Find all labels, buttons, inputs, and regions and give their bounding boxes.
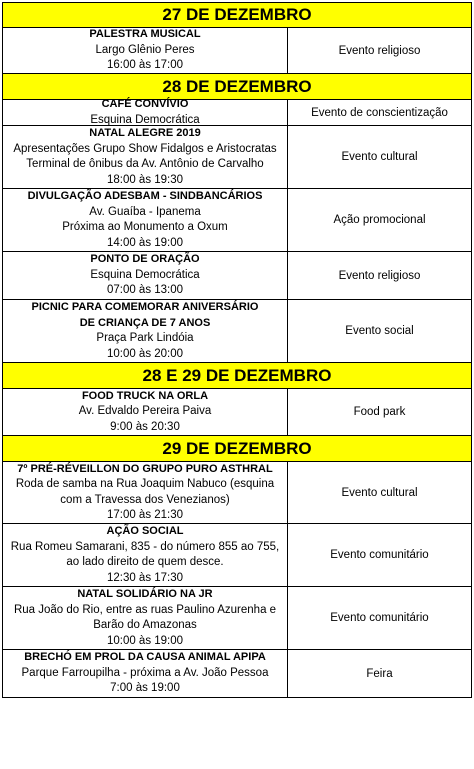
event-type-cell bbox=[288, 650, 471, 697]
event-detail-line: Roda de samba na Rua Joaquim Nabuco (esquina bbox=[15, 478, 275, 490]
event-detail-line: 10:00 às 20:00 bbox=[106, 347, 184, 360]
event-row bbox=[2, 587, 472, 650]
event-row bbox=[2, 389, 472, 436]
event-type: Evento cultural bbox=[341, 151, 418, 163]
event-details-cell bbox=[3, 587, 288, 649]
event-detail-line: Rua Romeu Samarani, 835 - do número 855 ao 755, bbox=[10, 540, 280, 553]
event-type-cell bbox=[288, 524, 471, 586]
event-type: Evento social bbox=[345, 325, 414, 337]
event-detail-line: Av. Edvaldo Pereira Paiva bbox=[78, 405, 212, 418]
event-row bbox=[2, 300, 472, 363]
event-details-cell bbox=[3, 252, 288, 299]
event-detail-line: 14:00 às 19:00 bbox=[106, 236, 184, 249]
event-details-cell bbox=[3, 524, 288, 586]
event-title: DE CRIANÇA DE 7 ANOS bbox=[79, 316, 211, 329]
event-detail-line: Praça Park Lindóia bbox=[96, 332, 194, 344]
event-detail-line: Próxima ao Monumento a Oxum bbox=[62, 221, 228, 233]
event-detail-line: Largo Glênio Peres bbox=[95, 43, 195, 56]
event-title: PALESTRA MUSICAL bbox=[89, 28, 201, 41]
event-title: PONTO DE ORAÇÃO bbox=[90, 253, 200, 266]
event-detail-line: Esquina Democrática bbox=[90, 268, 200, 281]
event-details-cell bbox=[3, 100, 288, 125]
event-detail-line: Terminal de ônibus da Av. Antônio de Carvalho bbox=[26, 158, 264, 170]
event-type-cell bbox=[288, 28, 471, 73]
event-detail-line: 07:00 às 13:00 bbox=[106, 284, 184, 297]
event-type-cell bbox=[288, 100, 471, 125]
event-row bbox=[2, 100, 472, 126]
event-type: Feira bbox=[366, 667, 393, 680]
event-type: Evento religioso bbox=[338, 44, 421, 57]
event-type-cell bbox=[288, 389, 471, 435]
event-detail-line: 16:00 às 17:00 bbox=[106, 59, 184, 72]
event-type: Evento comunitário bbox=[330, 612, 429, 624]
event-details-cell bbox=[3, 126, 288, 188]
day-header: 28 E 29 DE DEZEMBRO bbox=[2, 363, 472, 389]
event-title: NATAL SOLIDÁRIO NA JR bbox=[77, 588, 213, 600]
event-detail-line: Apresentações Grupo Show Fidalgos e Aristocratas bbox=[13, 142, 277, 155]
event-type: Evento de conscientização bbox=[311, 106, 448, 119]
event-detail-line: 10:00 às 19:00 bbox=[106, 634, 184, 647]
event-type-cell bbox=[288, 126, 471, 188]
event-details-cell bbox=[3, 650, 288, 697]
day-header: 28 DE DEZEMBRO bbox=[2, 74, 472, 100]
event-title: 7º PRÉ-RÉVEILLON DO GRUPO PURO ASTHRAL bbox=[17, 462, 273, 475]
event-detail-line: Parque Farroupilha - próxima a Av. João Pessoa bbox=[21, 666, 269, 679]
event-row bbox=[2, 650, 472, 698]
event-type-cell bbox=[288, 462, 471, 523]
event-detail-line: Av. Guaíba - Ipanema bbox=[89, 205, 201, 218]
event-type-cell bbox=[288, 587, 471, 649]
event-detail-line: Barão do Amazonas bbox=[93, 619, 197, 631]
event-detail-line: 9:00 às 20:30 bbox=[110, 420, 180, 433]
event-row bbox=[2, 189, 472, 252]
event-row bbox=[2, 524, 472, 587]
event-row bbox=[2, 462, 472, 524]
event-details-cell bbox=[3, 300, 288, 362]
event-title: NATAL ALEGRE 2019 bbox=[89, 127, 201, 139]
event-type: Evento cultural bbox=[341, 486, 418, 499]
day-header: 29 DE DEZEMBRO bbox=[2, 436, 472, 462]
event-row bbox=[2, 126, 472, 189]
event-row bbox=[2, 252, 472, 300]
event-details-cell bbox=[3, 189, 288, 251]
event-detail-line: com a Travessa dos Venezianos) bbox=[60, 493, 230, 506]
event-row bbox=[2, 28, 472, 74]
event-detail-line: ao lado direito de quem desce. bbox=[66, 556, 224, 568]
event-detail-line: 7:00 às 19:00 bbox=[110, 682, 180, 695]
event-title: AÇÃO SOCIAL bbox=[106, 525, 184, 537]
day-header: 27 DE DEZEMBRO bbox=[2, 2, 472, 28]
event-details-cell bbox=[3, 28, 288, 73]
event-type: Ação promocional bbox=[333, 214, 426, 226]
event-detail-line: Rua João do Rio, entre as ruas Paulino Azurenha e bbox=[13, 603, 277, 616]
event-details-cell bbox=[3, 462, 288, 523]
event-title: DIVULGAÇÃO ADESBAM - SINDBANCÁRIOS bbox=[27, 190, 263, 202]
event-title: PICNIC PARA COMEMORAR ANIVERSÁRIO bbox=[31, 301, 259, 313]
event-title: FOOD TRUCK NA ORLA bbox=[81, 389, 209, 402]
event-schedule-table bbox=[2, 2, 472, 698]
event-type: Evento religioso bbox=[338, 269, 421, 282]
event-detail-line: 12:30 às 17:30 bbox=[106, 571, 184, 584]
event-title: CAFÉ CONVÍVIO bbox=[101, 98, 189, 110]
event-detail-line: Esquina Democrática bbox=[90, 113, 200, 126]
event-detail-line: 18:00 às 19:30 bbox=[106, 173, 184, 186]
event-type-cell bbox=[288, 189, 471, 251]
event-details-cell bbox=[3, 389, 288, 435]
event-detail-line: 17:00 às 21:30 bbox=[106, 509, 184, 521]
event-type: Food park bbox=[353, 406, 406, 418]
event-title: BRECHÓ EM PROL DA CAUSA ANIMAL APIPA bbox=[24, 651, 266, 664]
event-type: Evento comunitário bbox=[330, 549, 429, 561]
event-type-cell bbox=[288, 300, 471, 362]
event-type-cell bbox=[288, 252, 471, 299]
